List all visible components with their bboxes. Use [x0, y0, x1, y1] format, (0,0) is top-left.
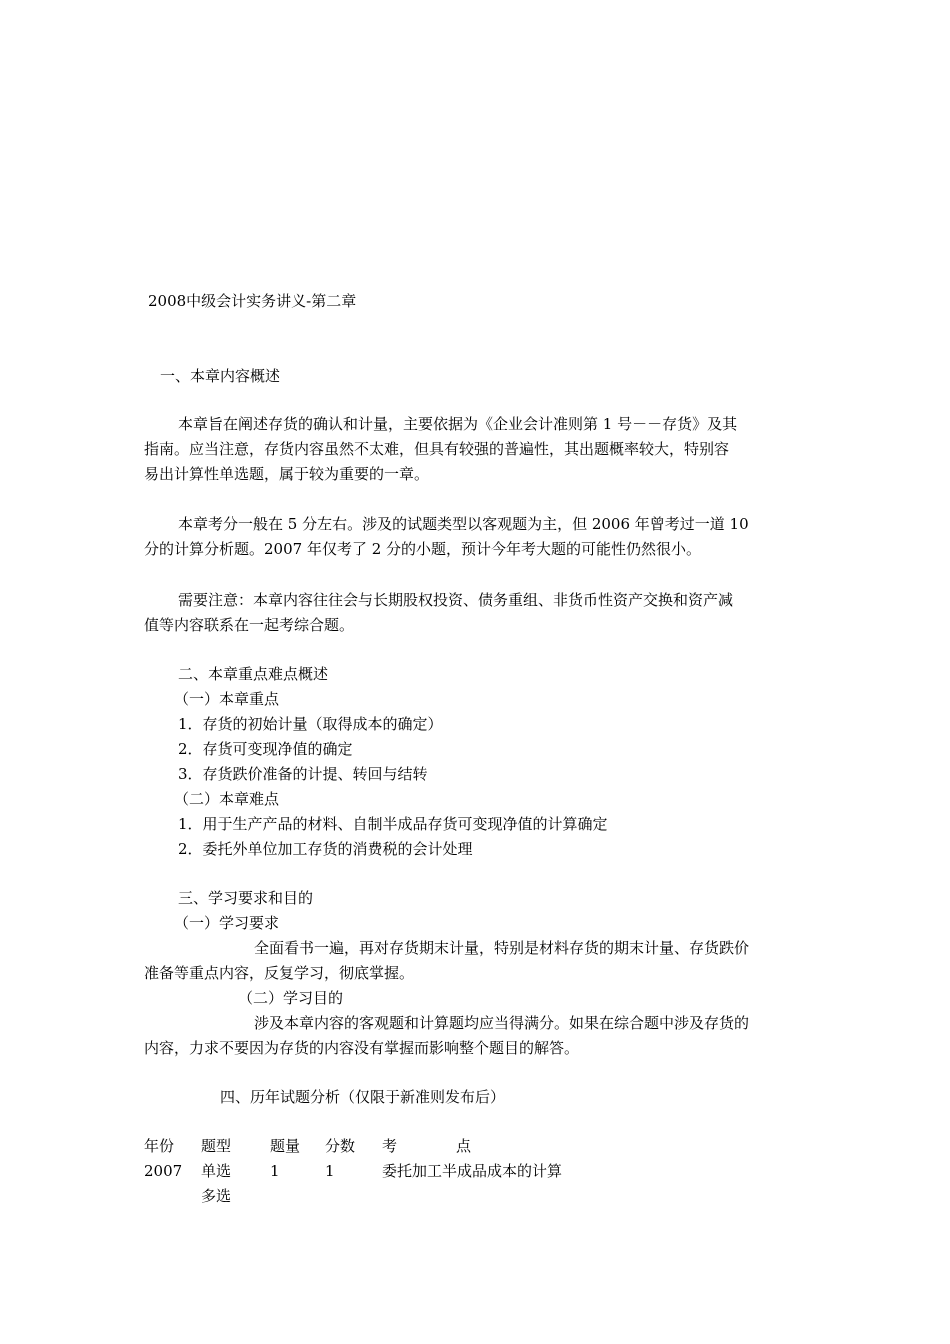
paragraph-line: 指南。应当注意，存货内容虽然不太难，但具有较强的普遍性，其出题概率较大，特别容 [144, 440, 730, 458]
section-heading-4: 四、历年试题分析（仅限于新准则发布后） [220, 1088, 506, 1106]
paragraph-line: 全面看书一遍，再对存货期末计量，特别是材料存货的期末计量、存货跌价 [254, 939, 750, 957]
paragraph-line: 值等内容联系在一起考综合题。 [144, 616, 355, 634]
table-header-year: 年份 [144, 1137, 175, 1155]
document-title: 2008中级会计实务讲义-第二章 [148, 292, 357, 310]
paragraph-line: 涉及本章内容的客观题和计算题均应当得满分。如果在综合题中涉及存货的 [254, 1014, 750, 1032]
subheading: （二）本章难点 [174, 790, 280, 808]
section-heading-3: 三、学习要求和目的 [178, 889, 314, 907]
table-cell: 1 [325, 1162, 335, 1180]
table-header-type: 题型 [201, 1137, 232, 1155]
section-heading-1: 一、本章内容概述 [160, 367, 281, 385]
table-header-score: 分数 [325, 1137, 356, 1155]
table-cell: 单选 [201, 1162, 232, 1180]
paragraph-line: 分的计算分析题。2007 年仅考了 2 分的小题，预计今年考大题的可能性仍然很小。 [144, 540, 702, 558]
paragraph-line: 内容，力求不要因为存货的内容没有掌握而影响整个题目的解答。 [144, 1039, 580, 1057]
paragraph-line: 需要注意：本章内容往往会与长期股权投资、债务重组、非货币性资产交换和资产减 [178, 591, 734, 609]
section-heading-2: 二、本章重点难点概述 [178, 665, 329, 683]
list-item: 3．存货跌价准备的计提、转回与结转 [178, 765, 428, 783]
table-cell: 1 [270, 1162, 280, 1180]
paragraph-line: 本章考分一般在 5 分左右。涉及的试题类型以客观题为主，但 2006 年曾考过一道 10 [178, 515, 749, 533]
list-item: 1．用于生产产品的材料、自制半成品存货可变现净值的计算确定 [178, 815, 608, 833]
list-item: 1．存货的初始计量（取得成本的确定） [178, 715, 443, 733]
list-item: 2．存货可变现净值的确定 [178, 740, 353, 758]
table-cell: 委托加工半成品成本的计算 [382, 1162, 563, 1180]
subheading: （一）学习要求 [174, 914, 280, 932]
subheading: （二）学习目的 [238, 989, 344, 1007]
paragraph-line: 本章旨在阐述存货的确认和计量，主要依据为《企业会计准则第 1 号－－存货》及其 [178, 415, 738, 433]
table-cell: 多选 [201, 1187, 232, 1205]
list-item: 2．委托外单位加工存货的消费税的会计处理 [178, 840, 473, 858]
table-header-point-a: 考 [382, 1137, 398, 1155]
table-cell: 2007 [144, 1162, 183, 1180]
subheading: （一）本章重点 [174, 690, 280, 708]
paragraph-line: 易出计算性单选题，属于较为重要的一章。 [144, 465, 430, 483]
paragraph-line: 准备等重点内容，反复学习，彻底掌握。 [144, 964, 415, 982]
table-header-point-b: 点 [456, 1137, 472, 1155]
table-header-count: 题量 [270, 1137, 301, 1155]
